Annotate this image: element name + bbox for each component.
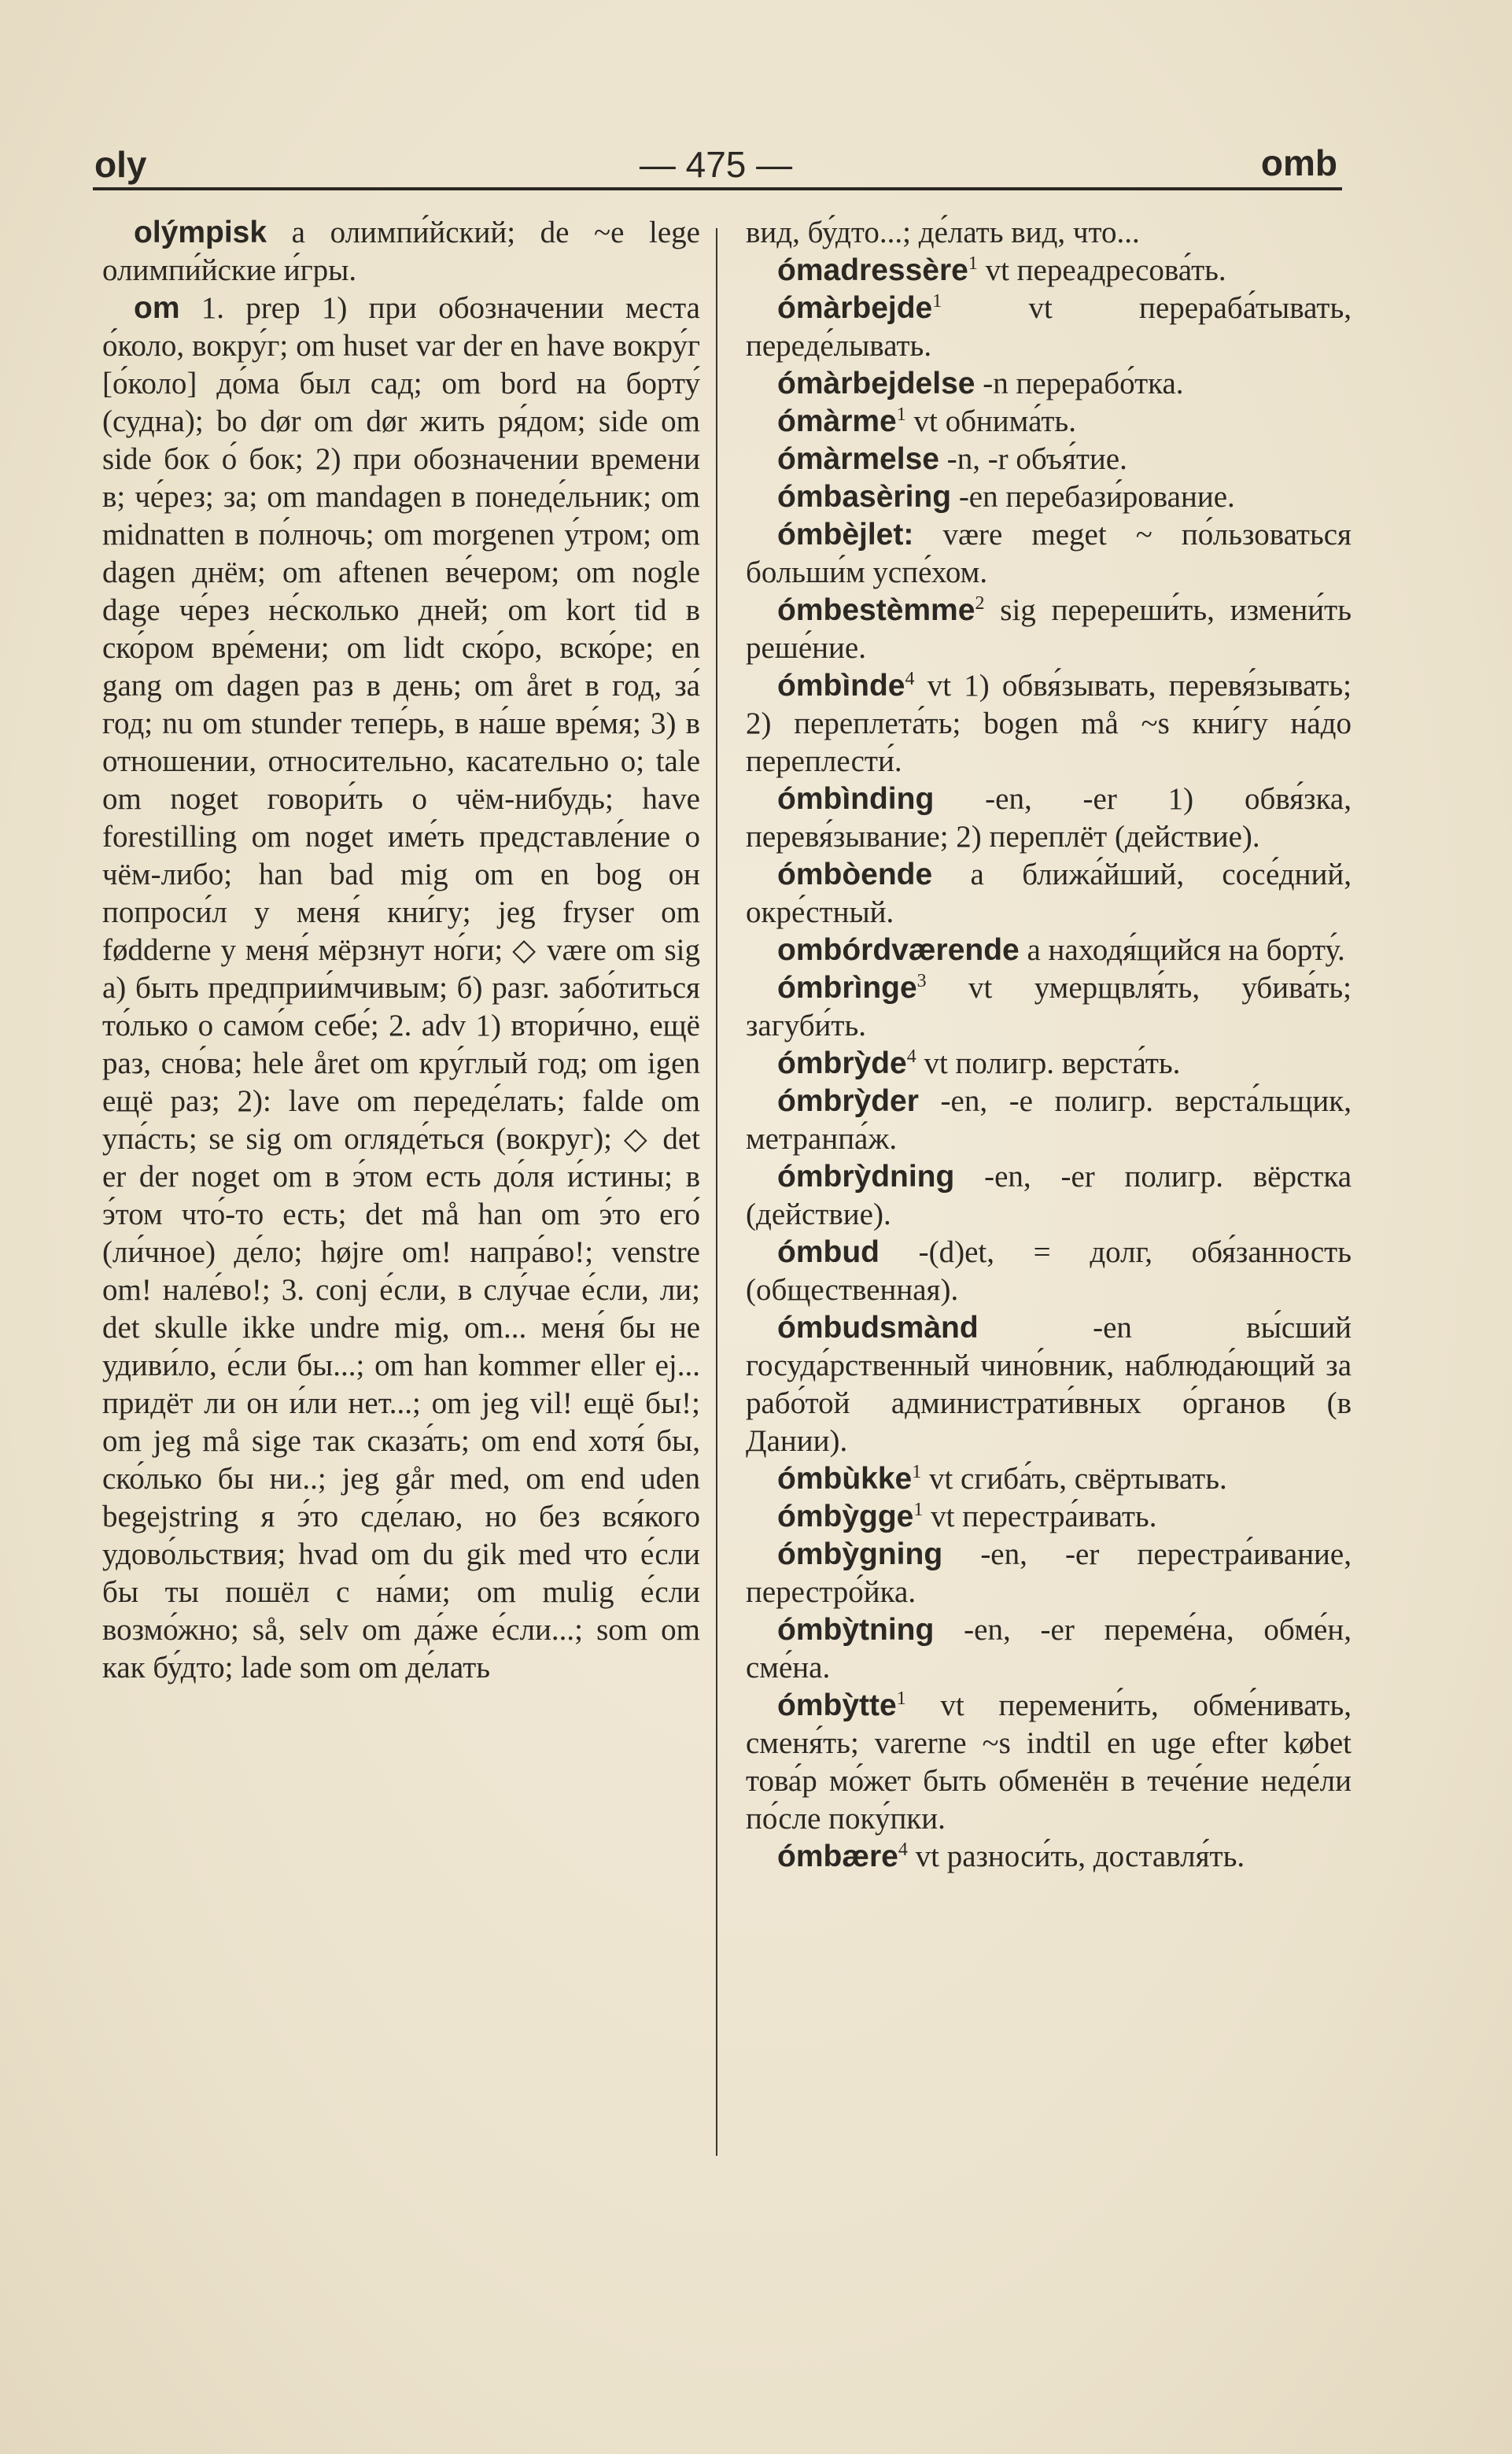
entry-headword: ómbỳgning xyxy=(777,1537,943,1571)
entry-headword: ómbỳgge xyxy=(777,1500,914,1533)
column-divider xyxy=(716,228,717,2156)
entry-headword: ómadressère xyxy=(777,253,968,287)
entry-definition: vt обнима́ть. xyxy=(905,404,1076,438)
entry-definition: 1. prep 1) при обозначении места о́коло, вокру́г; om huset var der en have вокру́г [о́коло] до́ма был сад; om bord на борту́ (судна); bo dør om dør жить ря́дом; side om side бок о́ бок; 2) при обозначении времени в; че́рез; за; om mandagen в понеде́льник; om midnatten в по́лночь; om morgenen у́тром; om dagen днём; om aftenen ве́чером; om nogle dage че́рез не́сколько дней; om kort tid в ско́ром вре́мени; om lidt ско́ро, вско́ре; en gang om dagen раз в день; om året в год, за́ год; nu om stunder тепе́рь, в на́ше вре́мя; 3) в отношении, относительно, касательно о; tale om noget говори́ть о чём-нибудь; have forestilling om noget име́ть представле́ние о чём-либо; han bad mig om en bog он попроси́л у меня́ кни́гу; jeg fryser om fødderne у меня́ мёрзнут но́ги; ◇ være om sig а) быть предприи́мчивым; б) разг. забо́титься то́лько о само́м себе́; 2. adv 1) втори́чно, ещё раз, сно́ва; hele året om кру́глый год; om igen ещё раз; 2): lave om переде́лать; falde om упа́сть; se sig om огляде́ться (вокруг); ◇ det er der noget om в э́том есть до́ля и́стины; в э́том что́-то есть; det må han om э́то его́ (ли́чное) де́ло; højre om! напра́во!; venstre om! нале́во!; 3. conj е́сли, в слу́чае е́сли, ли; det skulle ikke undre mig, om... меня́ бы не удиви́ло, е́сли бы...; om han kommer eller ej... придёт ли он и́ли нет...; om jeg vil! ещё бы!; om jeg må sige так сказа́ть; om end хотя́ бы, ско́лько бы ни..; jeg går med, om end uden begejstring я э́то сде́лаю, но без вся́кого удово́льствия; hvad om du gik med что е́сли бы ты пошёл с на́ми; om mulig е́сли возмо́жно; så, selv om да́же е́сли...; som om как бу́дто; lade som om де́лать xyxy=(102,291,700,1685)
entry-definition: vt сгиба́ть, свёртывать. xyxy=(921,1462,1227,1496)
entry-definition: -n, -r объя́тие. xyxy=(939,442,1127,476)
entry-definition: vt полигр. верста́ть. xyxy=(916,1046,1181,1080)
conjugation-number: 1 xyxy=(913,1500,924,1520)
dictionary-entry xyxy=(746,667,1352,780)
dictionary-entry xyxy=(746,856,1352,932)
dictionary-entry xyxy=(746,252,1352,290)
entry-headword: ómàrmelse xyxy=(777,442,939,476)
entry-definition: -en, -er 1) обвя́зка, перевя́зывание; 2) переплёт (действие). xyxy=(746,782,1352,854)
conjugation-number: 1 xyxy=(912,1462,922,1482)
entry-headword: om xyxy=(134,291,180,325)
entry-headword: ombórdværende xyxy=(777,933,1020,967)
header-rule xyxy=(93,187,1342,190)
entry-definition: -en, -e полигр. верста́льщик, метранпа́ж. xyxy=(746,1084,1352,1156)
entry-definition: vt перемени́ть, обме́нивать, сменя́ть; varerne ~s indtil en uge efter købet това́р мо́жет быть обменён в тече́ние неде́ли по́сле поку́пки. xyxy=(746,1688,1352,1836)
entry-definition: -en, -er перестра́ивание, перестро́йка. xyxy=(746,1537,1352,1609)
dictionary-entry xyxy=(746,1460,1352,1498)
entry-definition: -en, -er полигр. вёрстка (действие). xyxy=(746,1160,1352,1231)
conjugation-number: 2 xyxy=(975,593,985,614)
dictionary-entry xyxy=(746,1234,1352,1309)
conjugation-number: 1 xyxy=(896,1688,906,1709)
entry-definition: -en вы́сший госуда́рственный чино́вник, наблюда́ющий за рабо́той администрати́вных о́рганов (в Дании). xyxy=(746,1311,1352,1458)
entry-definition: vt переадресова́ть. xyxy=(977,253,1226,287)
entry-definition: vt перераба́тывать, переде́лывать. xyxy=(746,291,1352,363)
entry-headword: ómbìnde xyxy=(777,669,905,703)
entry-headword: ómbrỳder xyxy=(777,1084,919,1118)
conjugation-number: 4 xyxy=(898,1840,908,1860)
dictionary-entry xyxy=(746,1536,1352,1611)
entry-headword: ómbùkke xyxy=(777,1462,913,1496)
entry-headword: ómbestèmme xyxy=(777,593,975,627)
entry-headword: ómbỳtning xyxy=(777,1613,935,1647)
entry-definition: вид, бу́дто...; де́лать вид, что... xyxy=(746,216,1140,249)
entry-definition: -en, -er переме́на, обме́н, сме́на. xyxy=(746,1613,1352,1685)
entry-headword: ómbòende xyxy=(777,858,933,891)
conjugation-number: 4 xyxy=(906,1046,916,1067)
dictionary-entry xyxy=(746,780,1352,856)
dictionary-entry xyxy=(746,1045,1352,1083)
dictionary-entry xyxy=(746,214,1352,252)
entry-definition: vt перестра́ивать. xyxy=(923,1500,1157,1533)
dictionary-entry xyxy=(746,478,1352,516)
right-column xyxy=(746,214,1352,1876)
entry-definition: -(d)et, = долг, обя́занность (общественная). xyxy=(746,1235,1352,1307)
entry-headword: ómbud xyxy=(777,1235,880,1269)
dictionary-entry xyxy=(746,403,1352,441)
entry-headword: ómbỳtte xyxy=(777,1688,897,1722)
running-head xyxy=(94,135,1337,190)
dictionary-entry xyxy=(746,969,1352,1045)
dictionary-entry xyxy=(102,214,700,290)
dictionary-entry xyxy=(746,1611,1352,1687)
entry-definition: sig перереши́ть, измени́ть реше́ние. xyxy=(746,593,1352,665)
conjugation-number: 1 xyxy=(968,253,978,274)
left-guideword: oly xyxy=(94,144,147,185)
dictionary-entry xyxy=(746,1498,1352,1536)
dictionary-entry xyxy=(746,1158,1352,1234)
entry-definition: -n перерабо́тка. xyxy=(975,367,1184,400)
entry-headword: ómàrbejde xyxy=(777,291,933,325)
entry-headword: ómbrỳde xyxy=(777,1046,907,1080)
dictionary-entry xyxy=(746,1309,1352,1460)
entry-headword: ómàrbejdelse xyxy=(777,367,975,400)
entry-headword: ómbudsmànd xyxy=(777,1311,979,1345)
entry-headword: olýmpisk xyxy=(134,216,267,249)
entry-headword: ómàrme xyxy=(777,404,897,438)
conjugation-number: 1 xyxy=(932,291,942,312)
entry-definition: a олимпи́йский; de ~e lege олимпи́йские и́гры. xyxy=(102,216,700,287)
entry-definition: a ближа́йший, сосе́дний, окре́стный. xyxy=(746,858,1352,929)
dictionary-entry xyxy=(746,932,1352,969)
dictionary-entry xyxy=(746,441,1352,478)
dictionary-entry xyxy=(746,592,1352,667)
entry-headword: ómbære xyxy=(777,1840,898,1873)
entry-definition: vt умерщвля́ть, убива́ть; загуби́ть. xyxy=(746,971,1352,1042)
dictionary-entry xyxy=(746,365,1352,403)
dictionary-entry xyxy=(746,1838,1352,1876)
entry-headword: ómbèjlet: xyxy=(777,518,914,552)
dictionary-entry xyxy=(746,1083,1352,1158)
dictionary-entry xyxy=(746,290,1352,365)
entry-definition: være meget ~ по́льзоваться больши́м успе́хом. xyxy=(746,518,1352,589)
page-number: — 475 — xyxy=(639,144,793,185)
left-column xyxy=(102,214,700,1687)
right-guideword: omb xyxy=(1260,142,1337,183)
entry-definition: vt 1) обвя́зывать, перевя́зывать; 2) переплета́ть; bogen må ~s кни́гу на́до переплести́. xyxy=(746,669,1352,778)
dictionary-entry xyxy=(746,1687,1352,1838)
dictionary-entry xyxy=(746,516,1352,592)
entry-headword: ómbrìnge xyxy=(777,971,917,1005)
entry-headword: ómbrỳdning xyxy=(777,1160,955,1194)
entry-definition: a находя́щийся на борту́. xyxy=(1019,933,1345,967)
entry-definition: vt разноси́ть, доставля́ть. xyxy=(907,1840,1245,1873)
conjugation-number: 1 xyxy=(896,404,906,425)
conjugation-number: 3 xyxy=(916,971,927,991)
entry-definition: -en перебази́рование. xyxy=(951,480,1235,514)
conjugation-number: 4 xyxy=(905,669,915,689)
dictionary-entry xyxy=(102,290,700,1687)
entry-headword: ómbasèring xyxy=(777,480,952,514)
entry-headword: ómbìnding xyxy=(777,782,935,816)
